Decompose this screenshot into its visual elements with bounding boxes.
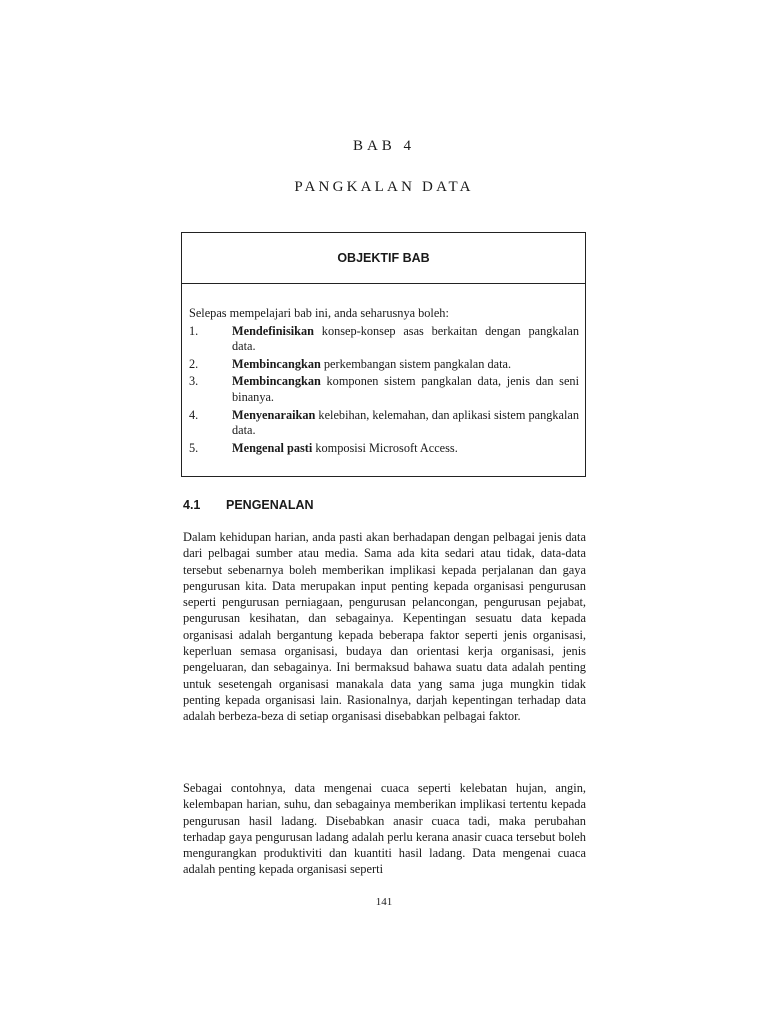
objectives-header: OBJEKTIF BAB [182, 233, 585, 284]
section-title: PENGENALAN [226, 498, 314, 512]
objective-text [232, 374, 579, 405]
section-heading [183, 498, 314, 512]
objectives-body [182, 284, 585, 456]
objective-description: konsep-konsep asas berkaitan dengan pangkalan data. [232, 323, 579, 354]
objective-text [232, 408, 579, 439]
objective-keyword: Mendefinisikan [232, 323, 314, 338]
objective-keyword: Membincangkan [232, 374, 321, 389]
chapter-objectives-box [181, 232, 586, 477]
objective-text [232, 357, 579, 373]
section-number: 4.1 [183, 498, 201, 512]
objective-number: 4. [189, 407, 199, 422]
objective-number: 1. [189, 323, 199, 338]
objective-number: 3. [189, 374, 199, 389]
objective-text [232, 324, 579, 355]
objective-description: kelebihan, kelemahan, dan aplikasi sistem pangkalan data. [232, 407, 579, 438]
objective-number: 2. [189, 356, 199, 371]
page-number: 141 [375, 896, 393, 908]
objective-item [189, 441, 579, 457]
objective-keyword: Menyenaraikan [232, 407, 316, 422]
objectives-intro: Selepas mempelajari bab ini, anda seharusnya boleh: [189, 306, 449, 320]
objective-text [232, 441, 579, 457]
objective-description: perkembangan sistem pangkalan data. [320, 356, 512, 371]
objective-keyword: Membincangkan [232, 356, 321, 371]
objective-description: komposisi Microsoft Access. [312, 440, 458, 455]
objective-description: komponen sistem pangkalan data, jenis dan seni binanya. [232, 374, 579, 404]
chapter-number: BAB 4 [352, 138, 416, 154]
objective-item [189, 374, 579, 405]
objective-item [189, 357, 579, 373]
chapter-title: PANGKALAN DATA [294, 179, 474, 195]
body-paragraph: Dalam kehidupan harian, anda pasti akan berhadapan dengan pelbagai jenis data dari pelbagai sumber atau media. Sama ada kita sedari atau tidak, data-data tersebut sebenarnya boleh memberikan implikasi kepada perjalanan dan gaya pengurusan kita. Data merupakan input penting kepada organisasi pengurusan seperti pengurusan perniagaan, pengurusan pelancongan, pengurusan pejabat, pengurusan kesihatan, dan sebagainya. Kepentingan sesuatu data kepada organisasi adalah bergantung kepada beberapa faktor seperti jenis organisasi, keperluan semasa organisasi, budaya dan orientasi kerja organisasi, jenis pengeluaran, dan sebagainya. Ini bermaksud bahawa suatu data adalah penting untuk sesetengah organisasi manakala data yang sama juga mungkin tidak penting kepada organisasi lain. Rasionalnya, darjah kepentingan terhadap data adalah berbeza-beza di setiap organisasi disebabkan pelbagai faktor. [183, 530, 586, 724]
objective-item [189, 408, 579, 439]
objective-number: 5. [189, 440, 199, 455]
objective-item [189, 324, 579, 355]
objective-keyword: Mengenal pasti [232, 440, 313, 455]
body-paragraph: Sebagai contohnya, data mengenai cuaca seperti kelebatan hujan, angin, kelembapan harian, suhu, dan sebagainya memberikan implikasi tertentu kepada pengurusan hasil ladang. Disebabkan anasir cuaca tadi, maka perubahan terhadap gaya pengurusan ladang adalah perlu kerana anasir cuaca tersebut boleh mengurangkan produktiviti dan kuantiti hasil ladang. Data mengenai cuaca adalah penting kepada organisasi seperti [183, 781, 586, 877]
